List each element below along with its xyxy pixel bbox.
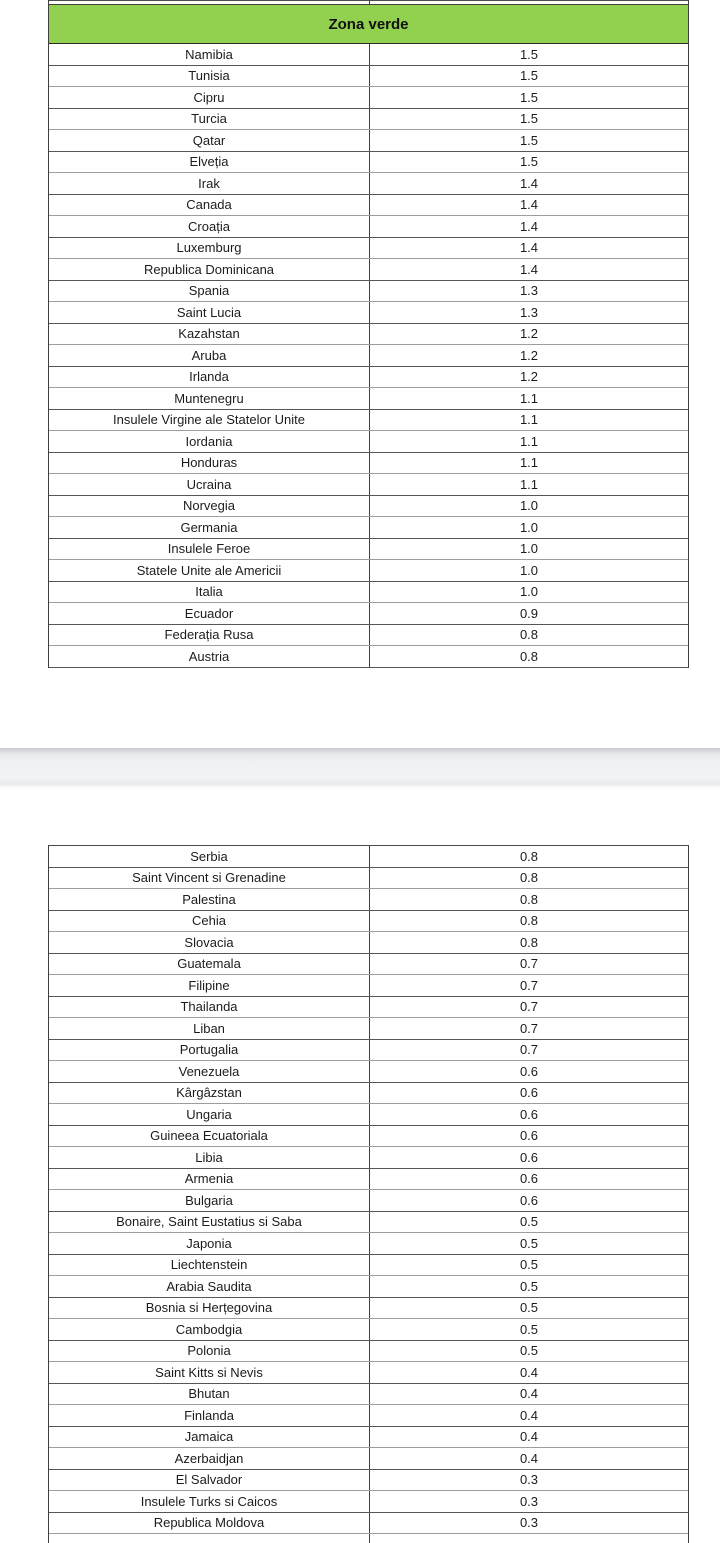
table-row [49,324,688,346]
country-cell: Saint Kitts si Nevis [49,1362,370,1383]
country-cell: Guatemala [49,954,370,975]
value-cell: 0.7 [519,977,539,993]
table-row [49,997,688,1019]
country-cell: Finlanda [49,1405,370,1426]
value-cell: 0.6 [519,1063,539,1079]
table-row [49,889,688,911]
value-cell: 0.4 [519,1407,539,1423]
table-row [49,431,688,453]
country-cell: Republica Dominicana [49,259,370,280]
country-cell: Aruba [49,345,370,366]
table-row [49,130,688,152]
country-cell: Statele Unite ale Americii [49,560,370,581]
value-cell: 1.1 [519,476,539,492]
country-cell: Guineea Ecuatoriala [49,1126,370,1147]
table-row [49,1405,688,1427]
value-cell: 1.4 [519,261,539,277]
table-row [49,1061,688,1083]
country-cell: Azerbaidjan [49,1448,370,1469]
table-row [49,582,688,604]
table-row [49,1384,688,1406]
country-cell: Germania [49,517,370,538]
country-cell: Libia [49,1147,370,1168]
value-cell: 0.5 [519,1214,539,1230]
previous-row-fragment [49,0,688,4]
country-cell: Turcia [49,109,370,130]
value-cell: 1.1 [519,433,539,449]
table-row [49,1126,688,1148]
country-cell: Honduras [49,453,370,474]
country-cell: Liban [49,1018,370,1039]
country-cell: Thailanda [49,997,370,1018]
table-row [49,1319,688,1341]
table-row [49,259,688,281]
country-cell: Luxemburg [49,238,370,259]
table-row [49,868,688,890]
table-row [49,367,688,389]
country-cell: Muntenegru [49,388,370,409]
value-cell: 0.6 [519,1085,539,1101]
table-row [49,1255,688,1277]
country-cell: Liechtenstein [49,1255,370,1276]
value-cell: 0.4 [519,1364,539,1380]
value-cell: 1.2 [519,326,539,342]
table-row [49,1018,688,1040]
table-row [49,281,688,303]
country-cell: Portugalia [49,1040,370,1061]
country-cell: Filipine [49,975,370,996]
value-cell: 0.7 [519,1020,539,1036]
table-row [49,1104,688,1126]
value-cell: 0.3 [519,1493,539,1509]
value-cell: 0.4 [519,1429,539,1445]
table-row [49,560,688,582]
country-cell: Iordania [49,431,370,452]
country-cell: Ucraina [49,474,370,495]
value-cell: 1.5 [519,132,539,148]
table-row [49,517,688,539]
country-cell: Insulele Feroe [49,539,370,560]
value-cell: 1.0 [519,562,539,578]
country-cell: Norvegia [49,496,370,517]
value-cell: 0.3 [519,1515,539,1531]
country-cell: Ecuador [49,603,370,624]
country-cell: Saint Vincent si Grenadine [49,868,370,889]
value-cell: 0.6 [519,1192,539,1208]
table-row [49,911,688,933]
zone-header [49,4,688,44]
table-row [49,109,688,131]
value-cell: 0.8 [519,913,539,929]
green-zone-table-part1 [48,0,689,668]
value-cell: 1.5 [519,154,539,170]
table-row [49,173,688,195]
value-cell: 1.4 [519,197,539,213]
country-cell: Federația Rusa [49,625,370,646]
value-cell: 1.4 [519,175,539,191]
table-row [49,1083,688,1105]
next-row-fragment [49,1534,688,1543]
table-row [49,195,688,217]
country-cell: Republica Moldova [49,1513,370,1534]
table-row [49,646,688,668]
value-cell: 1.3 [519,304,539,320]
table-rows-part2 [49,846,688,1534]
value-cell: 0.5 [519,1257,539,1273]
table-row [49,345,688,367]
country-cell: Arabia Saudita [49,1276,370,1297]
value-cell: 0.4 [519,1450,539,1466]
value-cell: 1.4 [519,218,539,234]
country-cell: Bhutan [49,1384,370,1405]
country-cell: Jamaica [49,1427,370,1448]
country-cell: Qatar [49,130,370,151]
country-cell: Elveția [49,152,370,173]
table-row [49,1040,688,1062]
country-cell: Palestina [49,889,370,910]
country-cell: Tunisia [49,66,370,87]
value-cell: 1.0 [519,498,539,514]
page-break-separator [0,748,720,790]
value-cell: 0.5 [519,1278,539,1294]
table-row [49,846,688,868]
green-zone-table-part2 [48,845,689,1543]
country-cell: Namibia [49,44,370,65]
country-cell: Insulele Virgine ale Statelor Unite [49,410,370,431]
country-cell: Kârgâzstan [49,1083,370,1104]
table-row [49,932,688,954]
table-row [49,87,688,109]
value-cell: 1.5 [519,89,539,105]
value-cell: 0.8 [519,848,539,864]
country-cell: Insulele Turks si Caicos [49,1491,370,1512]
table-row [49,474,688,496]
value-cell: 1.0 [519,541,539,557]
country-cell: Bonaire, Saint Eustatius si Saba [49,1212,370,1233]
table-row [49,1341,688,1363]
table-row [49,539,688,561]
table-row [49,603,688,625]
table-row [49,302,688,324]
table-row [49,66,688,88]
country-cell: Armenia [49,1169,370,1190]
country-cell: Irlanda [49,367,370,388]
value-cell: 1.4 [519,240,539,256]
value-cell: 1.0 [519,584,539,600]
value-cell: 0.6 [519,1128,539,1144]
table-row [49,44,688,66]
table-rows-part1 [49,44,688,668]
country-cell: Slovacia [49,932,370,953]
table-row [49,1513,688,1535]
table-row [49,954,688,976]
zone-header-title: Zona verde [328,15,409,33]
value-cell: 1.5 [519,46,539,62]
value-cell: 0.4 [519,1386,539,1402]
table-row [49,1147,688,1169]
value-cell: 0.3 [519,1472,539,1488]
country-cell: Bulgaria [49,1190,370,1211]
value-cell: 0.8 [519,934,539,950]
table-row [49,496,688,518]
table-row [49,625,688,647]
value-cell: 0.5 [519,1343,539,1359]
table-row [49,1169,688,1191]
country-cell: Serbia [49,846,370,867]
country-cell: Saint Lucia [49,302,370,323]
value-cell: 0.7 [519,999,539,1015]
country-cell: Cehia [49,911,370,932]
value-cell: 1.1 [519,390,539,406]
value-cell: 0.6 [519,1171,539,1187]
value-cell: 0.9 [519,605,539,621]
table-row [49,975,688,997]
table-row [49,1298,688,1320]
value-cell: 0.8 [519,648,539,664]
country-cell: Cambodgia [49,1319,370,1340]
country-cell: Spania [49,281,370,302]
value-cell: 1.2 [519,347,539,363]
value-cell: 1.3 [519,283,539,299]
value-cell: 1.5 [519,111,539,127]
table-row [49,152,688,174]
value-cell: 1.1 [519,412,539,428]
value-cell: 0.8 [519,891,539,907]
table-row [49,1491,688,1513]
country-cell: Ungaria [49,1104,370,1125]
table-row [49,410,688,432]
table-row [49,1190,688,1212]
country-cell: Kazahstan [49,324,370,345]
value-cell: 0.5 [519,1321,539,1337]
country-cell: Croația [49,216,370,237]
country-cell: Bosnia si Herțegovina [49,1298,370,1319]
country-cell: El Salvador [49,1470,370,1491]
value-cell: 0.5 [519,1235,539,1251]
value-cell: 1.1 [519,455,539,471]
country-cell: Japonia [49,1233,370,1254]
value-cell: 0.6 [519,1149,539,1165]
country-cell: Austria [49,646,370,667]
table-row [49,1448,688,1470]
table-row [49,453,688,475]
country-cell: Canada [49,195,370,216]
table-row [49,238,688,260]
value-cell: 0.8 [519,870,539,886]
table-row [49,388,688,410]
value-cell: 0.8 [519,627,539,643]
table-row [49,216,688,238]
table-row [49,1233,688,1255]
value-cell: 0.7 [519,1042,539,1058]
table-row [49,1212,688,1234]
country-cell: Venezuela [49,1061,370,1082]
table-row [49,1276,688,1298]
value-cell: 1.5 [519,68,539,84]
value-cell: 0.7 [519,956,539,972]
value-cell: 0.5 [519,1300,539,1316]
value-cell: 1.2 [519,369,539,385]
table-row [49,1362,688,1384]
country-cell: Polonia [49,1341,370,1362]
country-cell: Italia [49,582,370,603]
country-cell: Irak [49,173,370,194]
country-cell: Cipru [49,87,370,108]
value-cell: 1.0 [519,519,539,535]
table-row [49,1427,688,1449]
table-row [49,1470,688,1492]
value-cell: 0.6 [519,1106,539,1122]
